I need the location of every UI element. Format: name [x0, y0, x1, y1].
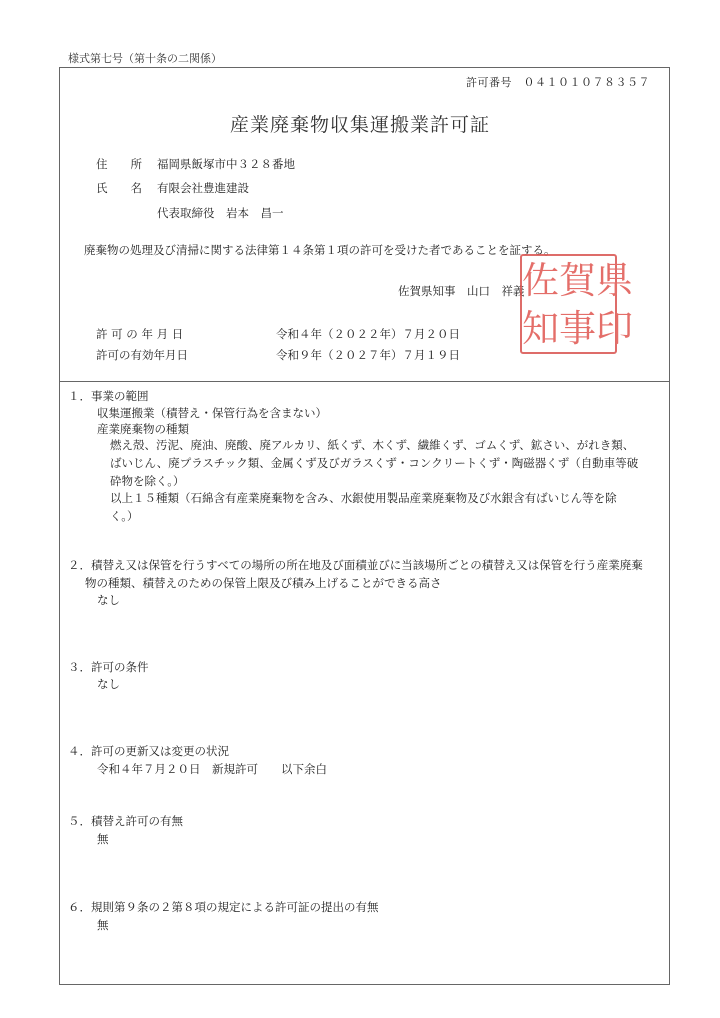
section-divider: [59, 381, 669, 382]
expiry-date-label: 許可の有効年月日: [96, 348, 188, 362]
permit-date-label: 許 可 の 年 月 日: [96, 327, 184, 341]
section-2-title1: ２．積替え又は保管を行うすべての場所の所在地及び面積並びに当該場所ごとの積替え又は保管を行う産業廃棄: [68, 558, 643, 572]
section-5-value: 無: [97, 832, 109, 846]
section-1-types1: 燃え殻、汚泥、廃油、廃酸、廃アルカリ、紙くず、木くず、繊維くず、ゴムくず、鉱さい、がれき類、: [110, 438, 635, 452]
section-1-title: １．事業の範囲: [68, 389, 149, 403]
section-6-value: 無: [97, 918, 109, 932]
section-1-total1: 以上１５種類（石綿含有産業廃棄物を含み、水銀使用製品産業廃棄物及び水銀含有ばいじん等を除: [110, 491, 617, 505]
section-3-value: なし: [97, 677, 120, 691]
section-4-value: 令和４年７月２０日 新規許可 以下余白: [97, 762, 327, 776]
expiry-date-value: 令和９年（２０２７年）７月１９日: [276, 348, 460, 362]
certification-text: 廃棄物の処理及び清掃に関する法律第１４条第１項の許可を受けた者であることを証する。: [84, 243, 556, 257]
address-label: 住 所: [96, 157, 142, 171]
governor-name: 佐賀県知事 山口 祥義: [398, 284, 525, 298]
document-title: 産業廃棄物収集運搬業許可証: [229, 114, 490, 136]
section-1-types2: ばいじん、廃プラスチック類、金属くず及びガラスくず・コンクリートくず・陶磁器くず（自動車等破: [110, 456, 639, 470]
section-1-line1: 収集運搬業（積替え・保管行為を含まない）: [97, 406, 327, 420]
section-5-title: ５．積替え許可の有無: [68, 814, 183, 828]
permit-date-value: 令和４年（２０２２年）７月２０日: [276, 327, 460, 341]
section-6-title: ６．規則第９条の２第８項の規定による許可証の提出の有無: [68, 900, 379, 914]
section-4-title: ４．許可の更新又は変更の状況: [68, 744, 229, 758]
name-label: 氏 名: [96, 181, 142, 195]
form-number: 様式第七号（第十条の二関係）: [68, 52, 222, 65]
section-1-total2: く。）: [110, 509, 139, 523]
name-value: 有限会社豊進建設: [157, 181, 249, 195]
representative: 代表取締役 岩本 昌一: [157, 206, 284, 220]
section-1-types3: 砕物を除く。）: [110, 474, 185, 488]
address-value: 福岡県飯塚市中３２８番地: [157, 157, 295, 171]
section-1-line2: 産業廃棄物の種類: [97, 422, 189, 436]
certificate-frame: [59, 67, 670, 985]
section-3-title: ３．許可の条件: [68, 660, 149, 674]
section-2-value: なし: [97, 593, 120, 607]
permit-number: 許可番号 ０４１０１０７８３５７: [466, 76, 650, 89]
governor-seal: 佐 賀 県 知 事 印: [520, 254, 617, 354]
section-2-title2: 物の種類、積替えのための保管上限及び積み上げることができる高さ: [85, 576, 442, 590]
